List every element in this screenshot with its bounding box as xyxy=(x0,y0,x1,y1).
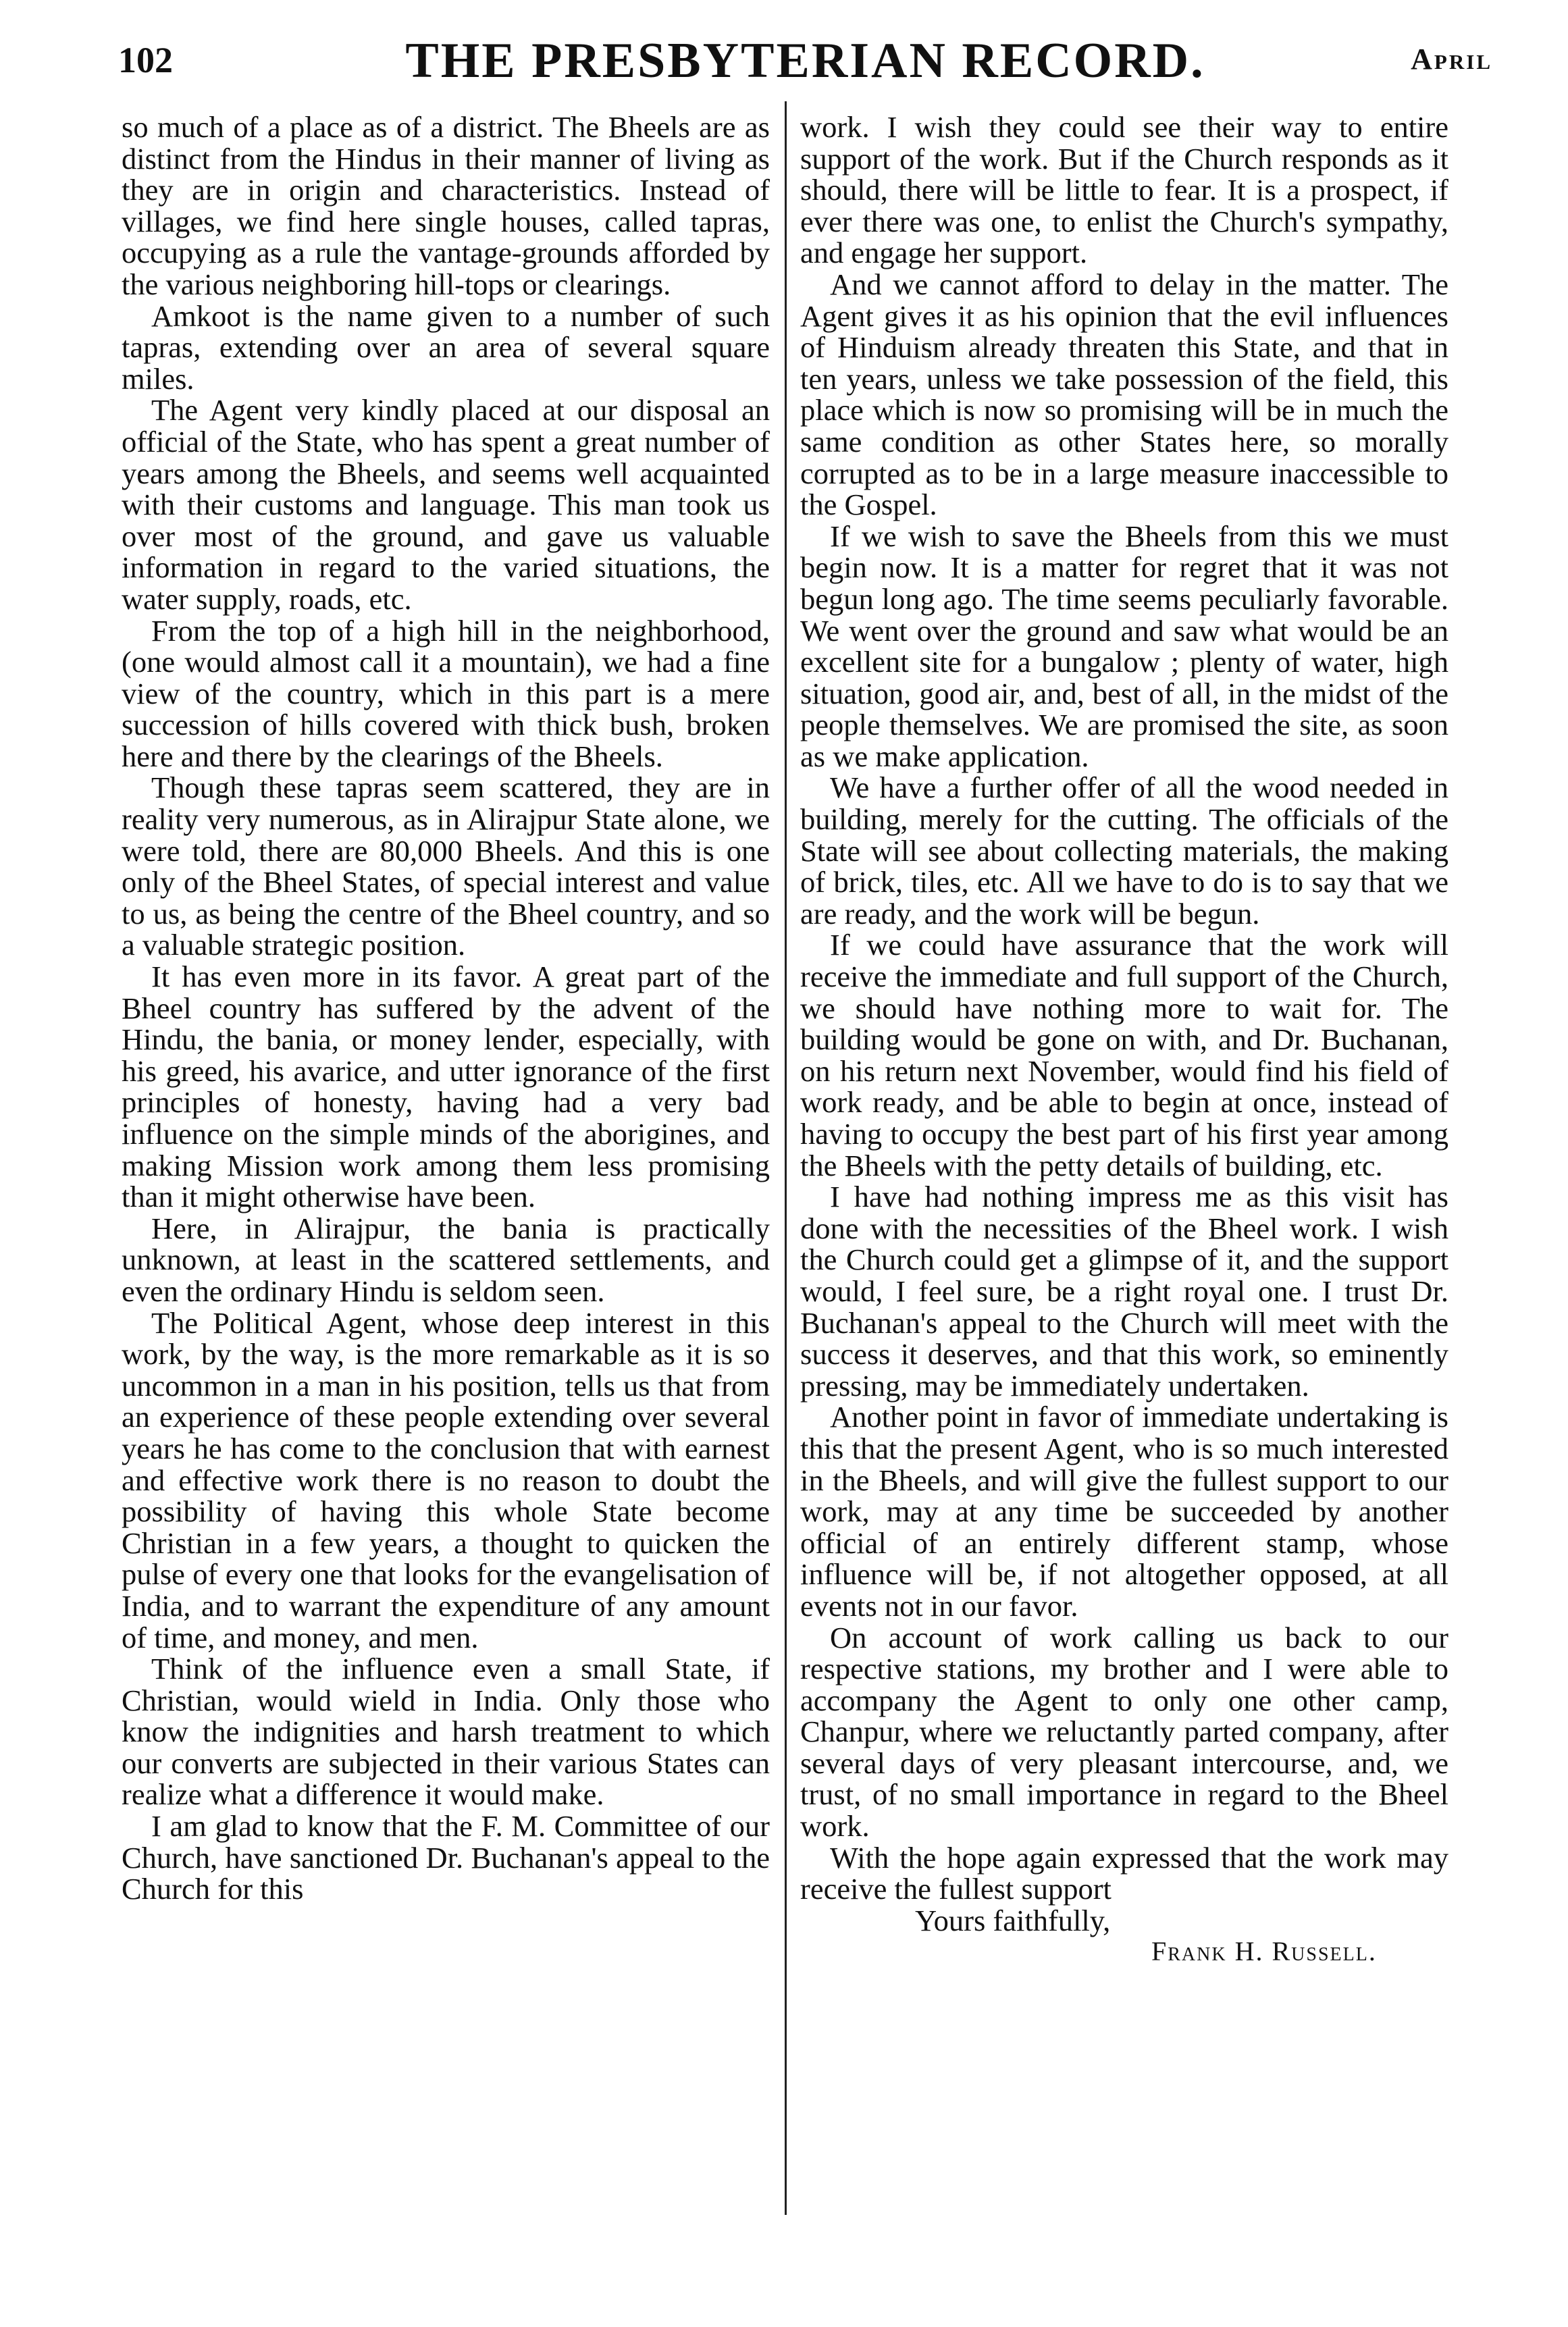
paragraph: On account of work calling us back to our respective stations, my brother and I were able to accompany the Agent to only one other camp, Chanpur, where we reluctantly parted company, after several days of very pleasant intercourse, and, we trust, of no small importance in regard to the Bheel work. xyxy=(800,1620,1448,1844)
left-column xyxy=(122,111,770,2232)
paragraph: We have a further offer of all the wood needed in building, merely for the cutting. The officials of the State will see about collecting materials, the making of brick, tiles, etc. All we have to do is to say that we are ready, and the work will be begun. xyxy=(800,770,1448,931)
journal-title: THE PRESBYTERIAN RECORD. xyxy=(405,33,1205,88)
paragraph: From the top of a high hill in the neighborhood, (one would almost call it a mountain), we had a fine view of the country, which in this part is a mere succession of hills covered with thick bush, broken here and there by the clearings of the Bheels. xyxy=(122,613,770,773)
paragraph: With the hope again expressed that the work may receive the fullest support xyxy=(800,1840,1448,1906)
paragraph: so much of a place as of a district. The Bheels are as distinct from the Hindus in their manner of living as they are in origin and characteristics. Instead of villages, we find here single houses, called tapras, occupying as a rule the vantage-grounds afforded by the various neighboring hill-tops or clearings. xyxy=(122,111,770,301)
paragraph: Think of the influence even a small State, if Christian, would wield in India. Only those who know the indignities and harsh treatment to which our converts are subjected in their various States can realize what a difference it would make. xyxy=(122,1652,770,1812)
paragraph: The Political Agent, whose deep interest in this work, by the way, is the more remarkable as it is so uncommon in a man in his position, tells us that from an experience of these people extending over several years he has come to the conclusion that with earnest and effective work there is no reason to doubt the possibility of having this whole State become Christian in a few years, a thought to quicken the pulse of every one that looks for the evangelisation of India, and to warrant the expenditure of any amount of time, and money, and men. xyxy=(122,1305,770,1654)
issue-month: April xyxy=(1411,43,1492,76)
paragraph: Here, in Alirajpur, the bania is practically unknown, at least in the scattered settlements, and even the ordinary Hindu is seldom seen. xyxy=(122,1211,770,1308)
paragraph: Another point in favor of immediate undertaking is this that the present Agent, who is so much interested in the Bheels, and will give the fullest support to our work, may at any time be succeeded by another official of an entirely different stamp, whose influence will be, if not altogether opposed, at all events not in our favor. xyxy=(800,1400,1448,1623)
paragraph: It has even more in its favor. A great part of the Bheel country has suffered by the advent of the Hindu, the bania, or money lender, especially, with his greed, his avarice, and utter ignorance of the first principles of honesty, having had a very bad influence on the simple minds of the aborigines, and making Mission work among them less promising than it might otherwise have been. xyxy=(122,960,770,1214)
paragraph: I have had nothing impress me as this visit has done with the necessities of the Bheel work. I wish the Church could get a glimpse of it, and the support would, I feel sure, be a right royal one. I trust Dr. Buchanan's appeal to the Church will meet with the success it deserves, and that this work, so eminently pressing, may be immediately undertaken. xyxy=(800,1180,1448,1403)
page-header xyxy=(118,27,1492,101)
paragraph: Though these tapras seem scattered, they are in reality very numerous, as in Alirajpur State alone, we were told, there are 80,000 Bheels. And this is one only of the Bheel States, of special interest and value to us, as being the centre of the Bheel country, and so a valuable strategic position. xyxy=(122,770,770,962)
right-column xyxy=(800,111,1448,2232)
signer-name: Frank H. Russell. xyxy=(1151,1936,1377,1967)
paragraph: If we wish to save the Bheels from this we must begin now. It is a matter for regret that it was not begun long ago. The time seems peculiarly favorable. We went over the ground and saw what would be an excellent site for a bungalow ; plenty of water, high situation, good air, and, best of all, in the midst of the people themselves. We are promised the site, as soon as we make application. xyxy=(800,519,1448,773)
paragraph: Amkoot is the name given to a number of such tapras, extending over an area of several square miles. xyxy=(122,298,770,396)
column-divider xyxy=(785,101,787,2215)
paragraph: The Agent very kindly placed at our disposal an official of the State, who has spent a great number of years among the Bheels, and seems well acquainted with their customs and language. This man took us over most of the ground, and gave us valuable information in regard to the varied situations, the water supply, roads, etc. xyxy=(122,393,770,616)
paragraph: And we cannot afford to delay in the matter. The Agent gives it as his opinion that the evil influences of Hinduism already threaten this State, and that in ten years, unless we take possession of the field, this place which is now so promising will be in much the same condition as other States here, so morally corrupted as to be in a large measure inaccessible to the Gospel. xyxy=(800,267,1448,522)
page-number: 102 xyxy=(118,40,173,80)
paragraph: work. I wish they could see their way to entire support of the work. But if the Church responds as it should, there will be little to fear. It is a prospect, if ever there was one, to enlist the Church's sympathy, and engage her support. xyxy=(800,111,1448,270)
letter-closing: Yours faithfully, xyxy=(915,1903,1111,1937)
paragraph: If we could have assurance that the work will receive the immediate and full support of the Church, we should have nothing more to wait for. The building would be gone on with, and Dr. Buchanan, on his return next November, would find his field of work ready, and be able to begin at once, instead of having to occupy the best part of his first year among the Bheels with the petty details of building, etc. xyxy=(800,928,1448,1182)
paragraph: I am glad to know that the F. M. Committee of our Church, have sanctioned Dr. Buchanan's appeal to the Church for this xyxy=(122,1809,770,1906)
